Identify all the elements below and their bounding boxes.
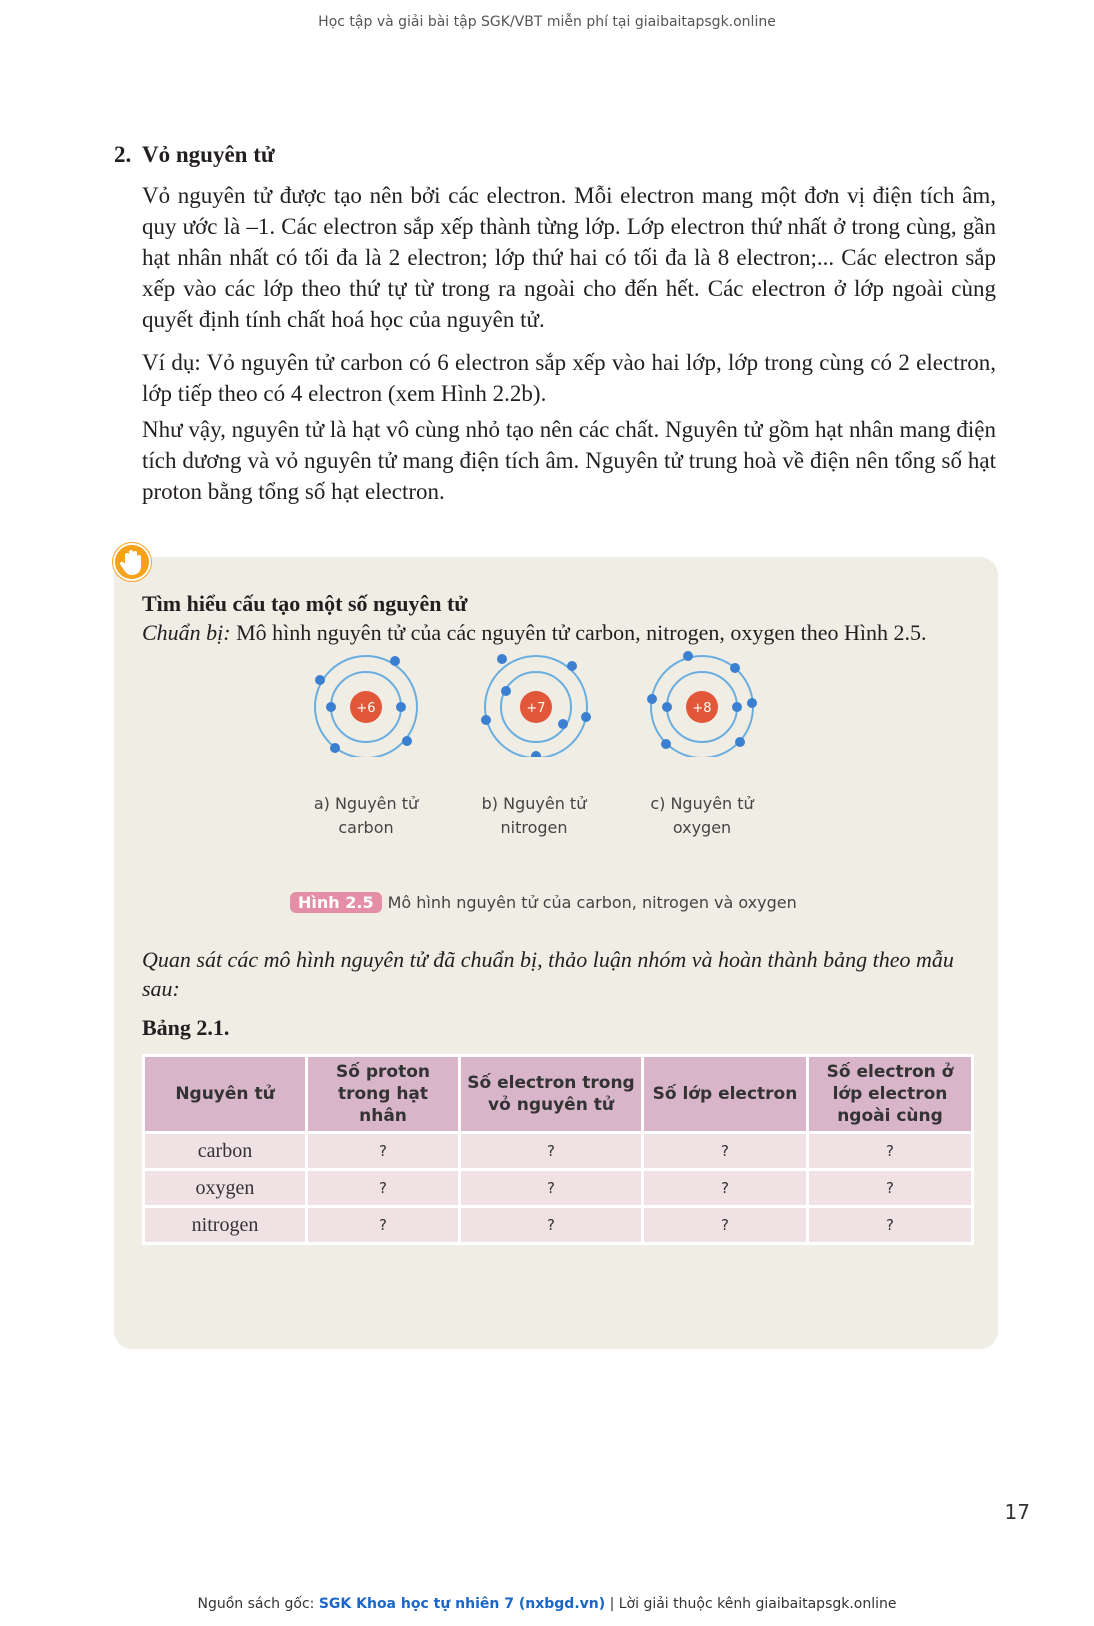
paragraph-3: Như vậy, nguyên tử là hạt vô cùng nhỏ tạo nên các chất. Nguyên tử gồm hạt nhân mang điện tích dương và vỏ nguyên tử mang điện tích âm. Nguyên tử trung hoà về điện nên tổng số hạt proton bằng tổng số hạt electron. [142, 417, 996, 504]
electron [735, 737, 745, 747]
electron [662, 702, 672, 712]
nucleus-charge: +7 [526, 701, 546, 716]
data-table [142, 1054, 974, 1245]
table-cell: ? [460, 1207, 643, 1244]
figure-caption [290, 892, 797, 913]
electron [567, 661, 577, 671]
table-header-row [144, 1056, 973, 1133]
table-header-cell: Số lớp electron [643, 1056, 808, 1133]
electron [581, 712, 591, 722]
atom-oxygen-diagram [640, 647, 770, 757]
table-header-cell: Số electron ở lớp electron ngoài cùng [808, 1056, 973, 1133]
footer-prefix: Nguồn sách gốc: [197, 1596, 319, 1612]
table-cell-atom: oxygen [144, 1170, 307, 1207]
hand-icon-glyph [112, 542, 152, 582]
footer [0, 1596, 1094, 1612]
figure-badge: Hình 2.5 [290, 892, 382, 913]
observe-instruction: Quan sát các mô hình nguyên tử đã chuẩn bị, thảo luận nhóm và hoàn thành bảng theo mẫu sau: [142, 947, 954, 1001]
table-row [144, 1170, 973, 1207]
table-cell: ? [643, 1207, 808, 1244]
nucleus-charge: +6 [356, 701, 376, 716]
nucleus-charge: +8 [692, 701, 712, 716]
activity-prep [142, 620, 927, 646]
table-cell: ? [808, 1207, 973, 1244]
atom-label-line: c) Nguyên tử [650, 794, 754, 813]
electron [402, 736, 412, 746]
table-header-cell: Số electron trong vỏ nguyên tử [460, 1056, 643, 1133]
atom-carbon-diagram [304, 647, 434, 757]
table-cell: ? [460, 1170, 643, 1207]
atom-label-line: a) Nguyên tử [313, 794, 419, 813]
electron [497, 654, 507, 664]
table-cell: ? [307, 1170, 460, 1207]
electron [390, 656, 400, 666]
paragraph-1: Vỏ nguyên tử được tạo nên bởi các electron. Mỗi electron mang một đơn vị điện tích âm, quy ước là –1. Các electron sắp xếp thành từng lớp. Lớp electron thứ nhất ở trong cùng, gần hạt nhân nhất có tối đa là 2 electron; lớp thứ hai có tối đa là 8 electron;... Các electron sắp xếp vào các lớp theo thứ tự từ trong ra ngoài cho đến hết. Các electron ở lớp ngoài cùng quyết định tính chất hoá học của nguyên tử. [142, 183, 996, 332]
atom-label-line: oxygen [672, 818, 732, 837]
footer-link[interactable]: SGK Khoa học tự nhiên 7 (nxbgd.vn) [318, 1596, 606, 1612]
atom-label-line: nitrogen [500, 818, 568, 837]
table-cell: ? [307, 1133, 460, 1170]
section-title-text: Vỏ nguyên tử [142, 142, 275, 167]
table-cell: ? [643, 1133, 808, 1170]
electron [531, 751, 541, 757]
activity-box [114, 557, 998, 1349]
table-row [144, 1207, 973, 1244]
table-header-cell: Nguyên tử [144, 1056, 307, 1133]
paragraph-2: Ví dụ: Vỏ nguyên tử carbon có 6 electron sắp xếp vào hai lớp, lớp trong cùng có 2 electron, lớp tiếp theo có 4 electron (xem Hình 2.2b). [142, 350, 996, 406]
figure-caption-text: Mô hình nguyên tử của carbon, nitrogen và oxygen [387, 893, 797, 912]
table-cell: ? [643, 1170, 808, 1207]
electron [501, 686, 511, 696]
atom-nitrogen-diagram [474, 647, 604, 757]
electron [683, 651, 693, 661]
prep-text: Mô hình nguyên tử của các nguyên tử carbon, nitrogen, oxygen theo Hình 2.5. [230, 620, 927, 645]
hand-icon [112, 542, 152, 582]
atom-nitrogen-label [454, 792, 614, 840]
table-cell: ? [808, 1170, 973, 1207]
electron [330, 743, 340, 753]
electron [730, 663, 740, 673]
electron [558, 719, 568, 729]
atom-label-line: carbon [338, 818, 394, 837]
table-cell-atom: carbon [144, 1133, 307, 1170]
electron [661, 739, 671, 749]
section-number: 2. [114, 142, 132, 167]
atom-oxygen-label [622, 792, 782, 840]
table-row [144, 1133, 973, 1170]
table-title: Bảng 2.1. [142, 1015, 230, 1040]
electron [732, 702, 742, 712]
section-title [114, 142, 275, 168]
electron [481, 715, 491, 725]
electron [396, 702, 406, 712]
prep-label: Chuẩn bị: [142, 620, 231, 645]
table-cell: ? [460, 1133, 643, 1170]
page-number: 17 [1004, 1500, 1030, 1524]
atom-label-line: b) Nguyên tử [481, 794, 587, 813]
table-cell: ? [808, 1133, 973, 1170]
footer-suffix: | Lời giải thuộc kênh giaibaitapsgk.online [605, 1596, 897, 1612]
table-cell: ? [307, 1207, 460, 1244]
table-cell-atom: nitrogen [144, 1207, 307, 1244]
electron [326, 702, 336, 712]
top-note: Học tập và giải bài tập SGK/VBT miễn phí tại giaibaitapsgk.online [318, 14, 776, 30]
electron [747, 698, 757, 708]
electron [315, 675, 325, 685]
activity-title: Tìm hiểu cấu tạo một số nguyên tử [142, 591, 468, 616]
electron [647, 694, 657, 704]
table-header-cell: Số proton trong hạt nhân [307, 1056, 460, 1133]
atom-carbon-label [286, 792, 446, 840]
